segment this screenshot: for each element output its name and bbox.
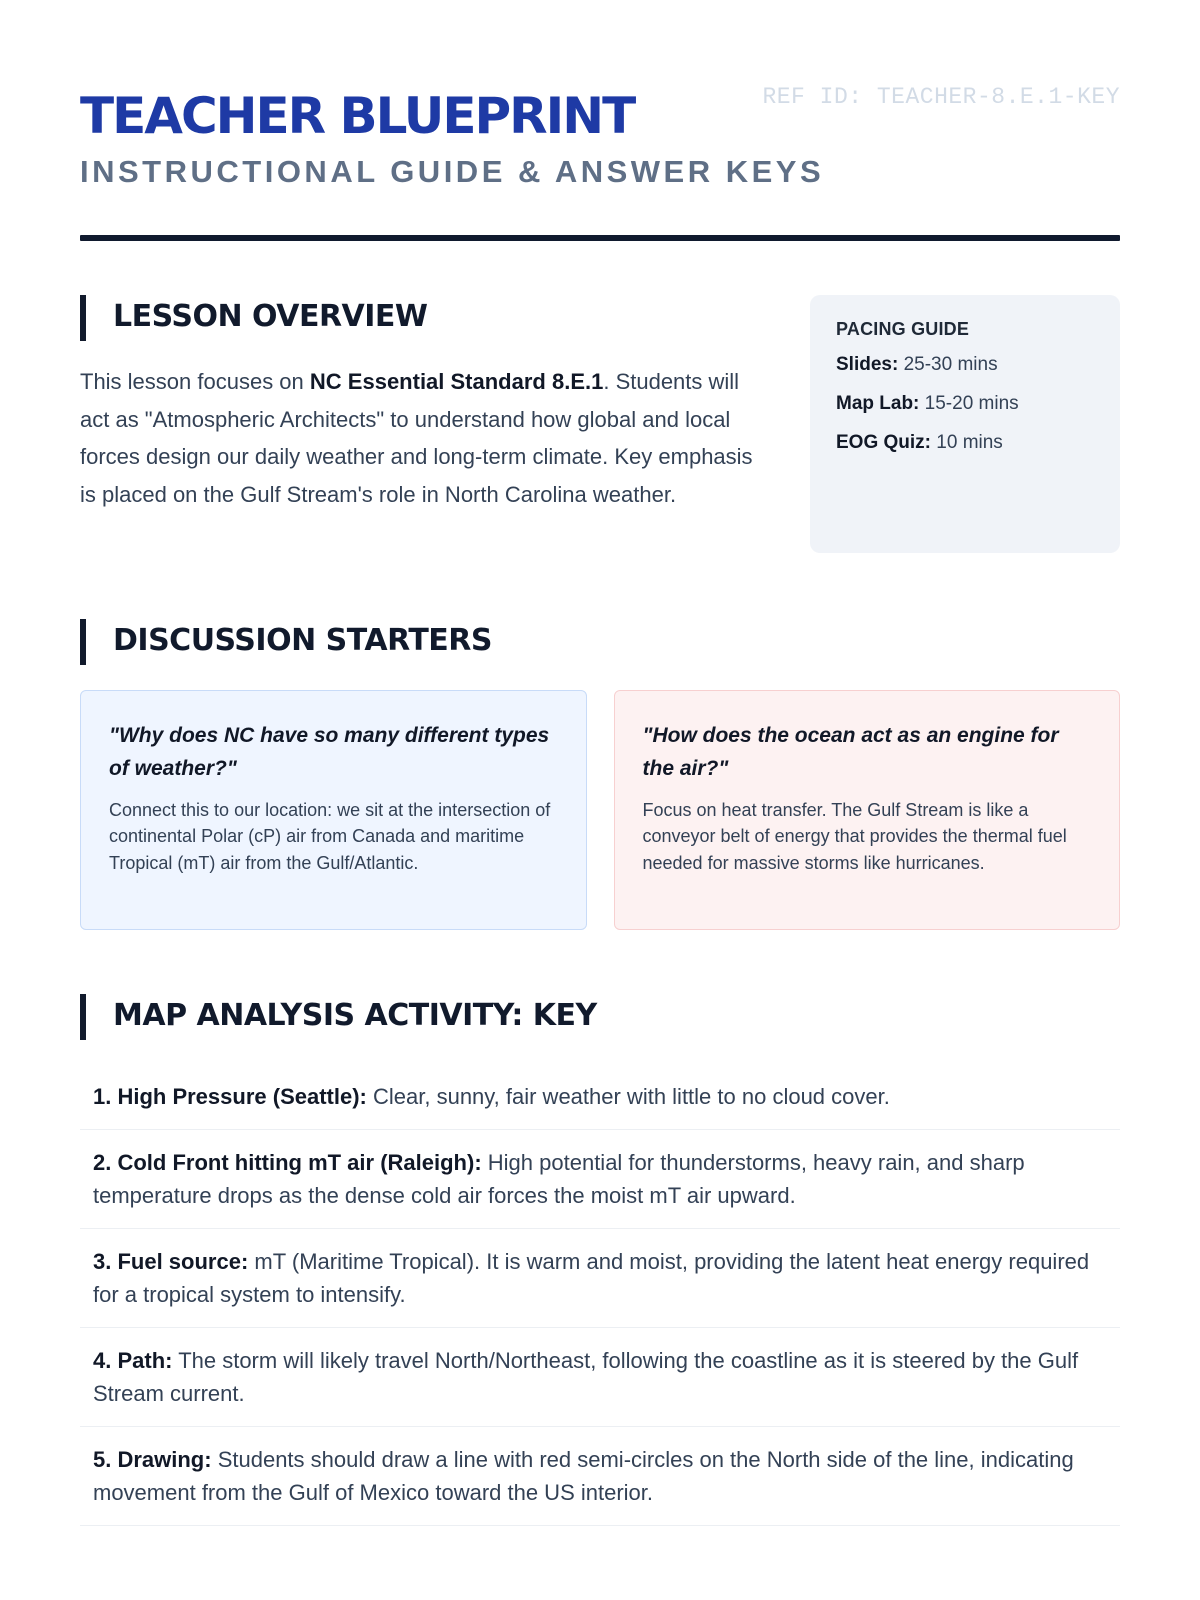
pacing-item-value: 25-30 mins (903, 354, 998, 375)
pacing-item-label: Map Lab: (836, 393, 920, 414)
answer-key-text: Students should draw a line with red semi-circles on the North side of the line, indicating movement from the Gulf of Mexico toward the US interior. (93, 1447, 1074, 1505)
discussion-note: Focus on heat transfer. The Gulf Stream is like a conveyor belt of energy that provides the thermal fuel needed for massive storms like hurricanes. (642, 800, 1067, 873)
answer-key-label: 1. High Pressure (Seattle): (93, 1084, 367, 1109)
page-subtitle: INSTRUCTIONAL GUIDE & ANSWER KEYS (80, 154, 825, 189)
discussion-card-weather (80, 690, 587, 930)
answer-key-label: 5. Drawing: (93, 1447, 212, 1472)
ref-id: REF ID: TEACHER-8.E.1-KEY (762, 84, 1120, 110)
lesson-overview-heading: LESSON OVERVIEW (80, 295, 770, 339)
discussion-card-ocean (614, 690, 1121, 930)
pacing-item-label: Slides: (836, 354, 899, 375)
pacing-item-value: 15-20 mins (924, 393, 1019, 414)
pacing-item-value: 10 mins (936, 432, 1003, 453)
overview-standard: NC Essential Standard 8.E.1 (309, 369, 604, 394)
map-analysis-heading: MAP ANALYSIS ACTIVITY: KEY (80, 994, 1120, 1038)
answer-key-label: 3. Fuel source: (93, 1249, 249, 1274)
pacing-guide-card (810, 295, 1120, 553)
overview-text-prefix: This lesson focuses on (80, 369, 310, 394)
lesson-overview-section (80, 295, 1120, 553)
answer-key-item (80, 1064, 1120, 1130)
pacing-item-map-lab (836, 393, 1094, 415)
pacing-item-label: EOG Quiz: (836, 432, 931, 453)
answer-key-item (80, 1229, 1120, 1328)
answer-key-item (80, 1427, 1120, 1526)
map-analysis-section (80, 994, 1120, 1526)
pacing-guide-title: PACING GUIDE (836, 319, 970, 339)
answer-key-list (80, 1064, 1120, 1526)
discussion-question: "Why does NC have so many different types of weather?" (109, 724, 550, 780)
discussion-question: "How does the ocean act as an engine for the air?" (642, 724, 1059, 780)
discussion-cards (80, 690, 1120, 930)
answer-key-text: mT (Maritime Tropical). It is warm and moist, providing the latent heat energy required for a tropical system to intensify. (93, 1249, 1090, 1307)
answer-key-item (80, 1328, 1120, 1427)
pacing-item-slides (836, 354, 1094, 376)
lesson-overview-main (80, 295, 770, 553)
pacing-item-eog-quiz (836, 432, 1094, 454)
discussion-starters-section (80, 619, 1120, 930)
discussion-note: Connect this to our location: we sit at the intersection of continental Polar (cP) air from Canada and maritime Tropical (mT) air from the Gulf/Atlantic. (109, 800, 551, 873)
lesson-overview-text (80, 363, 770, 513)
answer-key-text: The storm will likely travel North/Northeast, following the coastline as it is steered by the Gulf Stream current. (93, 1348, 1079, 1406)
header-divider (80, 235, 1120, 241)
answer-key-label: 4. Path: (93, 1348, 173, 1373)
answer-key-item (80, 1130, 1120, 1229)
answer-key-label: 2. Cold Front hitting mT air (Raleigh): (93, 1150, 482, 1175)
answer-key-text: High potential for thunderstorms, heavy rain, and sharp temperature drops as the dense cold air forces the moist mT air upward. (93, 1150, 1025, 1208)
overview-text-suffix: . Students will act as "Atmospheric Architects" to understand how global and local forces design our daily weather and long-term climate. Key emphasis is placed on the Gulf Stream's role in North Carolina weather. (80, 369, 753, 507)
answer-key-text: Clear, sunny, fair weather with little to no cloud cover. (373, 1084, 890, 1109)
discussion-starters-heading: DISCUSSION STARTERS (80, 619, 1120, 663)
page-title: TEACHER BLUEPRINT (80, 87, 635, 145)
